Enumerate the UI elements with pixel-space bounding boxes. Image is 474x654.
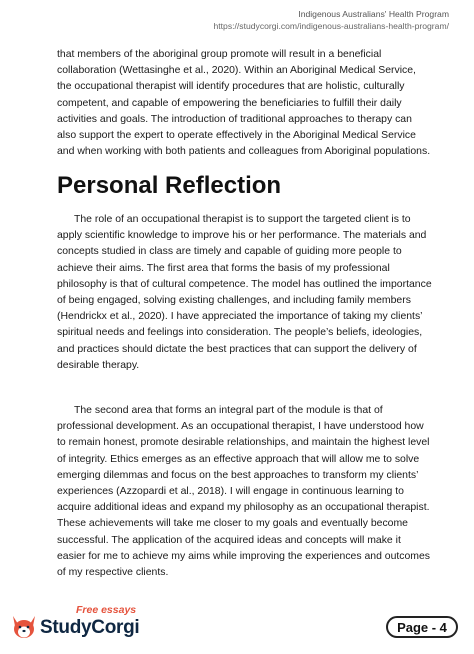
text-line: and when working with both patients and colleagues from Aboriginal populations. (57, 146, 431, 158)
text-line: acquire additional ideas and expand my philosophy as an occupational therapist. (57, 502, 430, 514)
paragraph-2 (57, 212, 432, 374)
page-number-badge: Page - 4 (386, 616, 458, 638)
text-line: activities and goals. The introduction of traditional approaches to therapy can (57, 113, 412, 125)
studycorgi-logo[interactable] (10, 604, 160, 644)
logo-name: StudyCorgi (40, 617, 140, 638)
text-line: experiences (Azzopardi et al., 2018). I will engage in continuous learning to (57, 486, 404, 498)
paragraph-1 (57, 47, 430, 160)
document-url[interactable]: https://studycorgi.com/indigenous-australians-health-program/ (213, 21, 449, 31)
text-line: The role of an occupational therapist is to support the targeted client is to (74, 214, 411, 225)
text-line: concepts studied in class are timely and capable of guiding more people to (57, 246, 402, 258)
document-title: Indigenous Australians' Health Program (298, 9, 449, 19)
text-line: philosophy is that of cultural competence. The model has outlined the importance (57, 278, 432, 290)
paragraph-3 (57, 403, 430, 581)
text-line: also support the expert to operate effectively in the Aboriginal Medical Service (57, 130, 416, 142)
text-line: collaboration (Wettasinghe et al., 2020). Within an Aboriginal Medical Service, (57, 65, 416, 77)
text-line: of being engaged, solving existing challenges, and including family members (57, 295, 411, 307)
text-line: successful. The application of the acquired ideas and concepts will make it (57, 534, 401, 546)
text-line: The second area that forms an integral part of the module is that of (74, 405, 383, 416)
text-line: spiritual needs and feelings into consideration. The people’s beliefs, ideologies, (57, 327, 423, 339)
text-line: achieve their aims. The first area that forms the basis of my professional (57, 262, 390, 274)
text-line: apply scientific knowledge to improve his or her performance. The materials and (57, 230, 427, 242)
text-line: emerging dilemmas and focus on the best approaches to transform my clients’ (57, 469, 419, 481)
corgi-icon (10, 612, 38, 640)
text-line: the occupational therapist will identify procedures that are holistic, culturally (57, 81, 405, 93)
text-line: to remain honest, promote desirable relationships, and maintain the highest level (57, 437, 430, 449)
text-line: competent, and capable of empowering the beneficiaries to fulfill their daily (57, 97, 402, 109)
text-line: that members of the aboriginal group promote will result in a beneficial (57, 49, 382, 60)
text-line: of my respective clients. (57, 567, 169, 579)
text-line: and practices should dictate the best practices that can support the delivery of (57, 343, 417, 355)
text-line: (Hendrickx et al., 2020). I have appreciated the importance of taking my clients’ (57, 311, 423, 323)
logo-tagline: Free essays (76, 604, 137, 616)
text-line: of integrity. Ethics emerges as an effective approach that will allow me to solve (57, 453, 420, 465)
text-line: These achievements will take me closer to my goals and eventually become (57, 518, 408, 530)
section-heading: Personal Reflection (57, 172, 282, 199)
text-line: professional development. As an occupational therapist, I have understood how (57, 421, 424, 433)
text-line: easier for me to achieve my aims while improving the experiences and outcomes (57, 550, 431, 562)
page-header (214, 8, 450, 32)
text-line: desirable therapy. (57, 359, 140, 371)
